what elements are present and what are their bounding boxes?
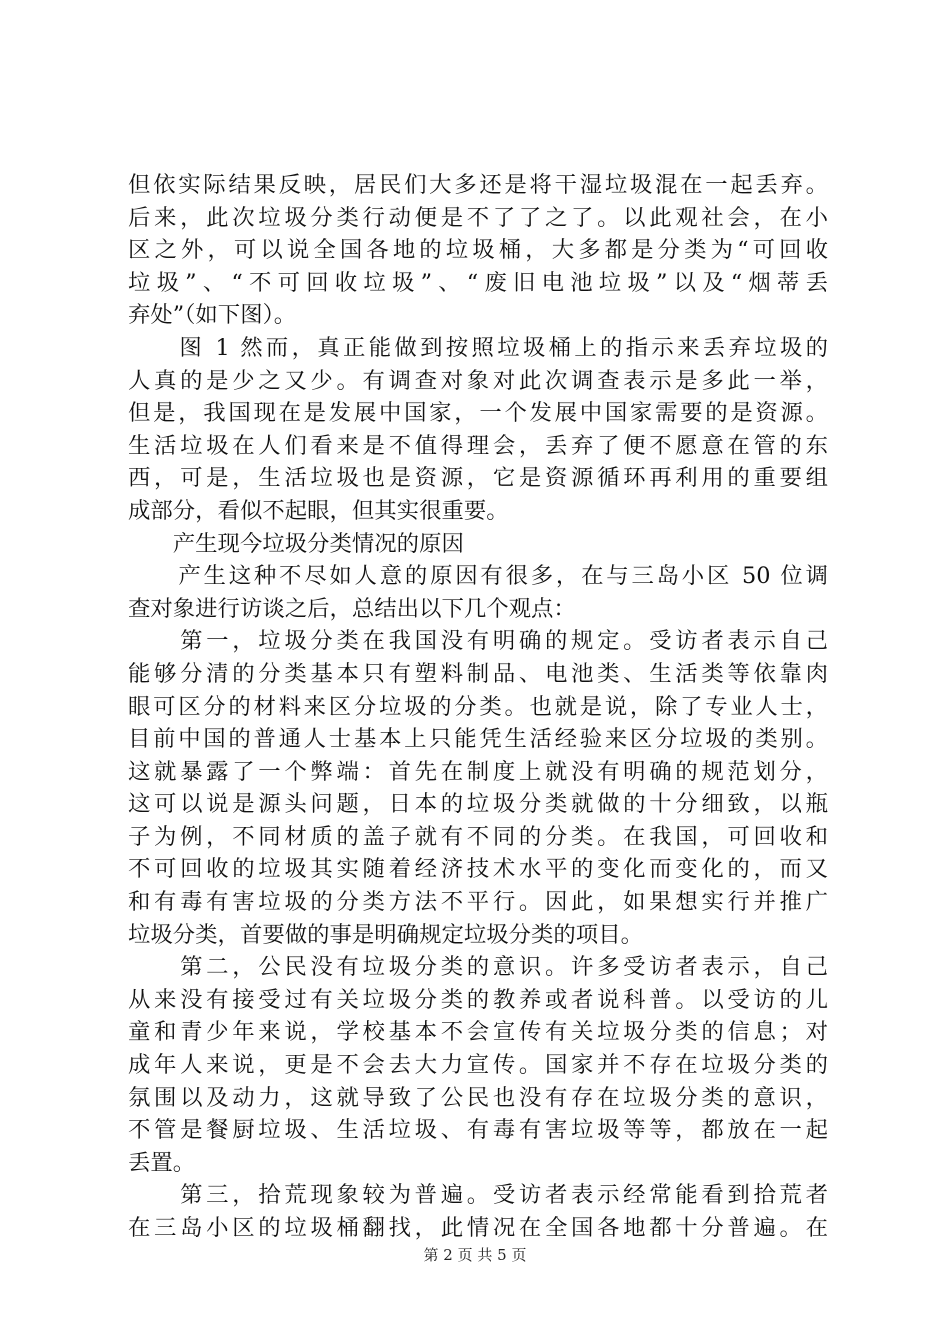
text-line: 和有毒有害垃圾的分类方法不平行。因此，如果想实行并推广 (128, 889, 828, 916)
text-line: 氛围以及动力，这就导致了公民也没有存在垃圾分类的意识， (128, 1084, 828, 1111)
text-line: 眼可区分的材料来区分垃圾的分类。也就是说，除了专业人士， (128, 693, 828, 720)
document-body (128, 169, 828, 1245)
text-line: 图 1 然而，真正能做到按照垃圾桶上的指示来丢弃垃圾的 (128, 334, 828, 361)
text-line: 弃处”（如下图）。 (128, 302, 297, 329)
text-line: 不可回收的垃圾其实随着经济技术水平的变化而变化的，而又 (128, 856, 828, 883)
text-line: 但是，我国现在是发展中国家，一个发展中国家需要的是资源。 (128, 400, 828, 427)
text-line: 后来，此次垃圾分类行动便是不了了之了。以此观社会，在小 (128, 204, 828, 231)
text-line: 这可以说是源头问题，日本的垃圾分类就做的十分细致，以瓶 (128, 791, 828, 818)
text-line: 查对象进行访谈之后，总结出以下几个观点： (128, 595, 576, 622)
text-line: 在三岛小区的垃圾桶翻找，此情况在全国各地都十分普遍。在 (128, 1215, 828, 1241)
text-line: 产生现今垃圾分类情况的原因 (128, 530, 464, 557)
text-line: 成年人来说，更是不会去大力宣传。国家并不存在垃圾分类的 (128, 1052, 828, 1079)
text-line: 第三，拾荒现象较为普遍。受访者表示经常能看到拾荒者 (128, 1182, 828, 1209)
text-line: 垃圾分类，首要做的事是明确规定垃圾分类的项目。 (128, 921, 643, 948)
text-line: 西，可是，生活垃圾也是资源，它是资源循环再利用的重要组 (128, 465, 828, 492)
text-line: 能够分清的分类基本只有塑料制品、电池类、生活类等依靠肉 (128, 660, 828, 687)
text-line: 这就暴露了一个弊端：首先在制度上就没有明确的规范划分， (128, 758, 828, 785)
text-line: 目前中国的普通人士基本上只能凭生活经验来区分垃圾的类别。 (128, 726, 828, 753)
text-line: 区之外，可以说全国各地的垃圾桶，大多都是分类为“可回收 (128, 237, 828, 264)
text-line: 子为例，不同材质的盖子就有不同的分类。在我国，可回收和 (128, 823, 828, 850)
text-line: 不管是餐厨垃圾、生活垃圾、有毒有害垃圾等等，都放在一起 (128, 1117, 828, 1144)
page-footer: 第 2 页 共 5 页 (423, 1246, 527, 1264)
text-line: 丢置。 (128, 1149, 196, 1176)
text-line: 生活垃圾在人们看来是不值得理会，丢弃了便不愿意在管的东 (128, 432, 828, 459)
text-line: 但依实际结果反映，居民们大多还是将干湿垃圾混在一起丢弃。 (128, 172, 828, 198)
text-line: 童和青少年来说，学校基本不会宣传有关垃圾分类的信息；对 (128, 1019, 828, 1046)
text-line: 第二，公民没有垃圾分类的意识。许多受访者表示，自己 (128, 954, 828, 981)
text-line: 从来没有接受过有关垃圾分类的教养或者说科普。以受访的儿 (128, 986, 828, 1013)
text-line: 垃圾”、“不可回收垃圾”、“废旧电池垃圾”以及“烟蒂丢 (128, 269, 828, 296)
text-line: 成部分，看似不起眼，但其实很重要。 (128, 497, 509, 524)
text-line: 产生这种不尽如人意的原因有很多，在与三岛小区 50 位调 (128, 563, 828, 590)
text-line: 第一，垃圾分类在我国没有明确的规定。受访者表示自己 (128, 628, 828, 655)
text-line: 人真的是少之又少。有调查对象对此次调查表示是多此一举， (128, 367, 828, 394)
